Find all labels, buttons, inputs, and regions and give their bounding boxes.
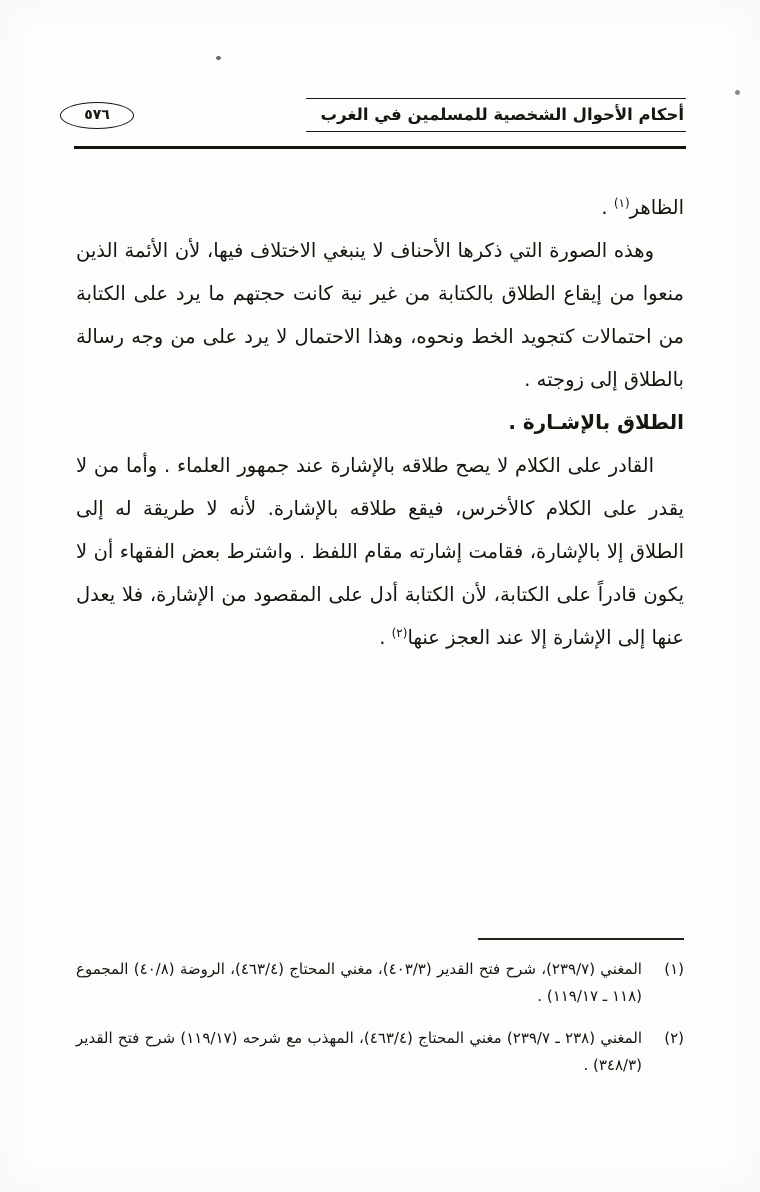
footnote-text: المغني (٢٣٩/٧)، شرح فتح القدير (٤٠٣/٣)، مغني المحتاج (٤٦٣/٤)، الروضة (٤٠/٨) المجموع (١١٨ ـ ١١٩/١٧) .	[76, 959, 642, 1005]
section-heading: الطلاق بالإشـارة .	[508, 410, 684, 434]
footnote-marker: (١)	[664, 959, 684, 978]
footnote-separator	[478, 938, 684, 940]
footnote-ref-1: (١)	[613, 196, 630, 210]
footnote-text: المغني (٢٣٨ ـ ٢٣٩/٧) مغني المحتاج (٤٦٣/٤)، المهذب مع شرحه (١١٩/١٧) شرح فتح القدير (٣٤٨/٣) .	[76, 1028, 642, 1074]
footnotes-section	[76, 938, 684, 1094]
text-run: الظاهر	[629, 196, 684, 219]
footnote-marker: (٢)	[664, 1028, 684, 1047]
footnote-ref-2: (٢)	[391, 626, 408, 640]
page-header	[60, 98, 686, 132]
page-body	[76, 186, 684, 659]
scan-speck	[735, 90, 740, 95]
header-rule	[74, 146, 686, 149]
paragraph: وهذه الصورة التي ذكرها الأحناف لا ينبغي الاختلاف فيها، لأن الأئمة الذين منعوا من إيقاع الطلاق بالكتابة من غير نية كانت حجتهم ما يرد على الكتابة من احتمالات كتجويد الخط ونحوه، وهذا الاحتمال لا يرد على من وجه رسالة بالطلاق إلى زوجته .	[76, 239, 684, 391]
text-run: .	[379, 626, 392, 649]
paragraph-continuation	[76, 186, 684, 229]
scan-speck	[216, 56, 221, 60]
footnote-item	[76, 1025, 684, 1080]
paragraph	[76, 444, 684, 659]
footnote-item	[76, 956, 684, 1011]
running-title-wrap	[306, 98, 686, 132]
text-run: .	[601, 196, 614, 219]
text-run: القادر على الكلام لا يصح طلاقه بالإشارة عند جمهور العلماء . وأما من لا يقدر على الكلام كالأخرس، فيقع طلاقه بالإشارة. لأنه لا طريقة له إلى الطلاق إلا بالإشارة، فقامت إشارته مقام اللفظ . واشترط بعض الفقهاء أن لا يكون قادراً على الكتابة، لأن الكتابة أدل على المقصود من الإشارة، فلا يعدل عنها إلى الإشارة إلا عند العجز عنها	[76, 454, 684, 649]
page-number: ٥٧٦	[84, 107, 110, 123]
page-number-badge	[60, 102, 134, 129]
running-title: أحكام الأحوال الشخصية للمسلمين في الغرب	[320, 105, 684, 124]
